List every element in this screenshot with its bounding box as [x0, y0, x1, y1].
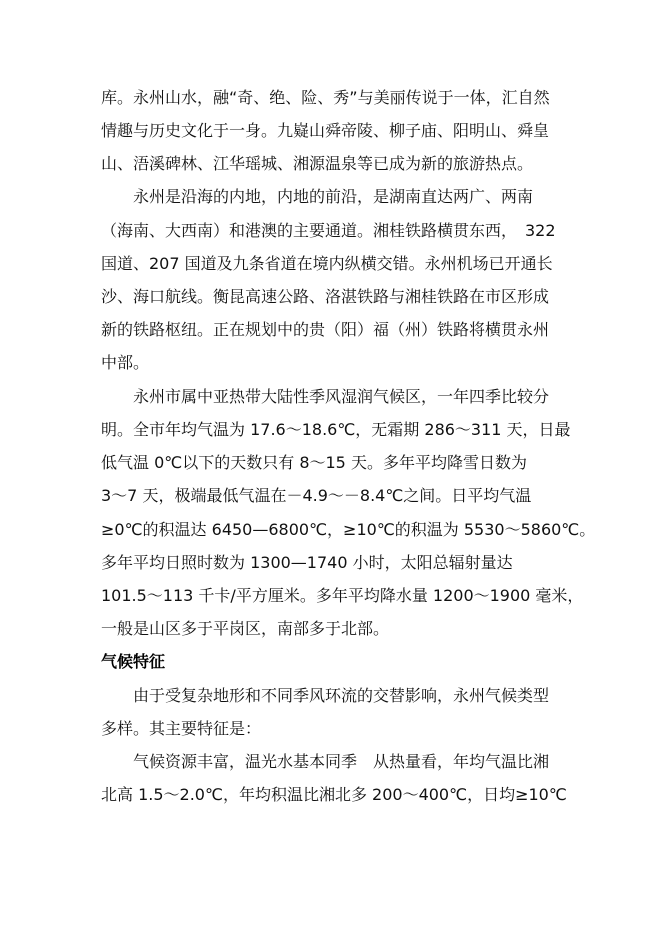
text-line-7: 沙、海口航线。衡昆高速公路、洛湛铁路与湘桂铁路在市区形成	[101, 287, 550, 306]
text-line-8: 新的铁路枢纽。正在规划中的贵（阳）福（州）铁路将横贯永州	[101, 320, 550, 339]
text-line-15: 多年平均日照时数为 1300—1740 小时，太阳总辐射量达	[101, 553, 513, 572]
text-line-12: 低气温 0℃以下的天数只有 8～15 天。多年平均降雪日数为	[101, 453, 527, 472]
text-line-17: 一般是山区多于平岗区，南部多于北部。	[101, 619, 390, 638]
text-line-14: ≥0℃的积温达 6450—6800℃，≥10℃的积温为 5530～5860℃。	[101, 520, 596, 539]
text-line-22: 北高 1.5～2.0℃，年均积温比湘北多 200～400℃，日均≥10℃	[101, 785, 567, 804]
text-line-2: 情趣与历史文化于一身。九嶷山舜帝陵、柳子庙、阳明山、舜皇	[101, 121, 550, 140]
section-heading: 气候特征	[101, 652, 166, 671]
text-line-10: 永州市属中亚热带大陆性季风湿润气候区，一年四季比较分	[101, 387, 550, 406]
text-line-5: （海南、大西南）和港澳的主要通道。湘桂铁路横贯东西， 322	[101, 221, 556, 240]
text-line-1: 库。永州山水，融“奇、绝、险、秀”与美丽传说于一体，汇自然	[101, 88, 550, 107]
text-line-3: 山、浯溪碑林、江华瑶城、湘源温泉等已成为新的旅游热点。	[101, 154, 534, 173]
text-line-16: 101.5～113 千卡/平方厘米。多年平均降水量 1200～1900 毫米，	[101, 586, 584, 605]
text-line-11: 明。全市年均气温为 17.6～18.6℃，无霜期 286～311 天，日最	[101, 420, 571, 439]
text-line-13: 3～7 天，极端最低气温在－4.9～－8.4℃之间。日平均气温	[101, 486, 532, 505]
text-line-21: 气候资源丰富，温光水基本同季 从热量看，年均气温比湘	[101, 752, 550, 771]
text-line-4: 永州是沿海的内地，内地的前沿，是湖南直达两广、两南	[101, 187, 534, 206]
text-line-20: 多样。其主要特征是：	[101, 719, 262, 738]
text-line-6: 国道、207 国道及九条省道在境内纵横交错。永州机场已开通长	[101, 254, 553, 273]
text-line-19: 由于受复杂地形和不同季风环流的交替影响，永州气候类型	[101, 686, 550, 705]
text-line-9: 中部。	[101, 353, 150, 372]
